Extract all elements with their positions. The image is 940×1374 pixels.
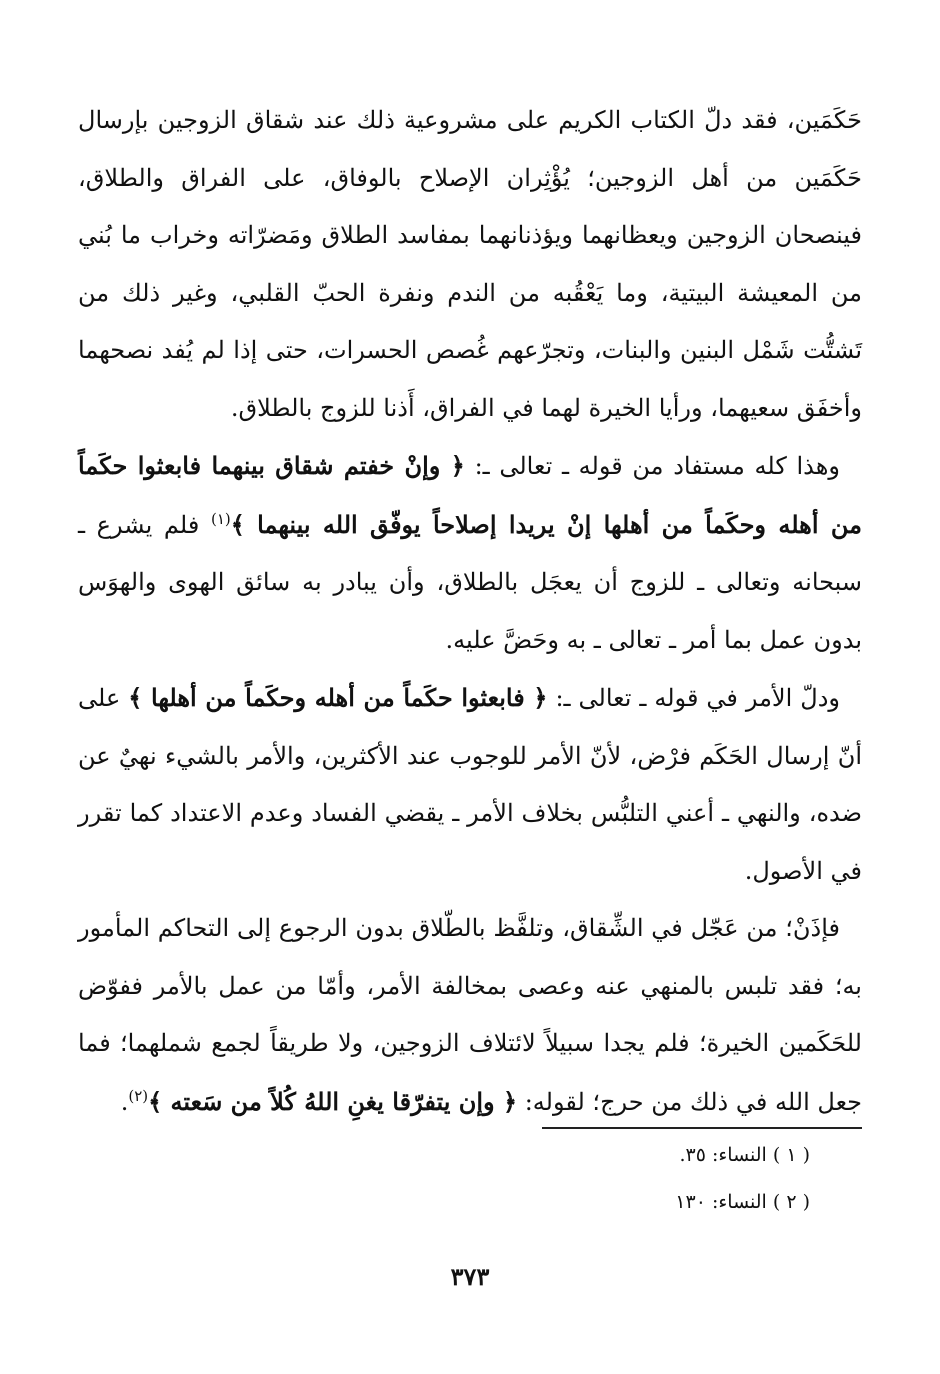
quran-verse-1: ﴿ وإنْ خفتم شقاق بينهما فابعثوا حكَماً من أهله وحكَماً من أهلها إنْ يريدا إصلاحاً يوفّق الله بينهما ﴾: [78, 451, 862, 539]
footnote-2: ( ٢ ) النساء: ١٣٠: [675, 1191, 810, 1213]
paragraph-3-text: على أنّ إرسال الحَكَم فرْض، لأنّ الأمر للوجوب عند الأكثرين، والأمر بالشيء نهيٌ عن ضده، والنهي ـ أعني التلبُّس بخلاف الأمر ـ يقضي الفساد وعدم الاعتداد كما تقرر في الأصول.: [78, 684, 862, 885]
paragraph-2-intro: وهذا كله مستفاد من قوله ـ تعالى ـ:: [474, 452, 840, 480]
quran-verse-3: ﴿ وإن يتفرّقا يغنِ اللهُ كُلاً من سَعته ﴾: [148, 1086, 518, 1116]
footnote-1: ( ١ ) النساء: ٣٥.: [679, 1144, 810, 1166]
paragraph-4: [78, 900, 862, 1131]
paragraph-4-text: فإذَنْ؛ من عَجّل في الشِّقاق، وتلفَّظ بالطّلاق بدون الرجوع إلى التحاكم المأمور به؛ فقد تلبس بالمنهي عنه وعصى بمخالفة الأمر، وأمّا من عمل بالأمر ففوّض للحَكَمين الخيرة؛ فلم يجدا سبيلاً لائتلاف الزوجين، ولا طريقاً لجمع شملهما؛ فما جعل الله في ذلك من حرج؛ لقوله:: [78, 914, 862, 1116]
paragraph-3: [78, 669, 862, 900]
quran-verse-2: ﴿ فابعثوا حكَماً من أهله وحكَماً من أهلها ﴾: [128, 683, 548, 712]
paragraph-2-text: فلم يشرع ـ سبحانه وتعالى ـ للزوج أن يعجَل بالطلاق، وأن يبادر به سائق الهوى والهوَس بدون عمل بما أمر ـ تعالى ـ به وحَضَّ عليه.: [78, 510, 862, 654]
paragraph-3-intro: ودلّ الأمر في قوله ـ تعالى ـ:: [555, 684, 840, 712]
page-number: ٣٧٣: [450, 1262, 490, 1291]
footnote-ref-1: (١): [210, 509, 231, 528]
paragraph-2: [78, 437, 862, 669]
paragraph-1-text: حَكَمَين، فقد دلّ الكتاب الكريم على مشروعية ذلك عند شقاق الزوجين بإرسال حَكَمَين من أهل الزوجين؛ يُؤْثِران الإصلاح بالوفاق، على الفراق والطلاق، فينصحان الزوجين ويعظانهما ويؤذنانهما بمفاسد الطلاق ومَضرّاته وخراب ما بُني من المعيشة البيتية، وما يَعْقُبه من الندم ونفرة الحبّ القلبي، وغير ذلك من تَشتُّت شَمْل البنين والبنات، وتجرّعهم غُصص الحسرات، حتى إذا لم يُفد نصحهما وأخفَق سعيهما، ورأيا الخيرة لهما في الفراق، أَذنا للزوج بالطلاق.: [78, 106, 862, 422]
footnote-divider: [542, 1127, 862, 1129]
main-text: [78, 92, 862, 1131]
paragraph-4-end: .: [120, 1087, 129, 1116]
paragraph-1: [78, 92, 862, 437]
footnote-ref-2: (٢): [128, 1086, 149, 1105]
